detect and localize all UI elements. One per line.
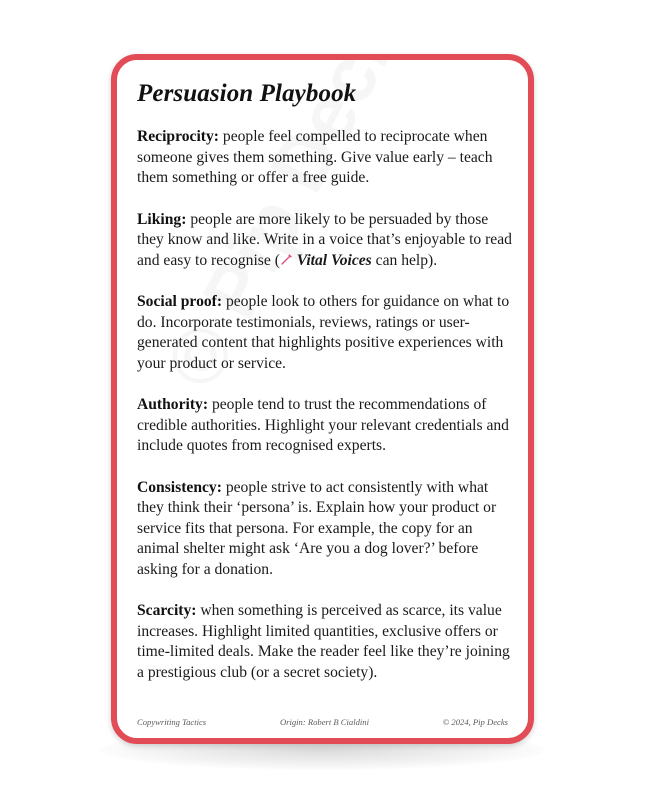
section-body-end: can help). [375, 251, 438, 269]
section-body: people are more likely to be persuaded by those they know and like. Write in a voice that’s enjoyable to read and easy to recognise ( [137, 210, 512, 269]
pen-icon [280, 252, 293, 265]
section-body: people tend to trust the recommendations of credible authorities. Highlight your relevant credentials and include quotes from recognised experts. [137, 396, 509, 454]
section-body: when something is perceived as scarce, its value increases. Highlight limited quantities, exclusive offers or time-limited deals. Make the reader feel like they’re joining a prestigious club (or a secret society). [137, 602, 510, 681]
section-heading: Social proof: [137, 293, 223, 310]
section-heading: Reciprocity: [137, 128, 219, 145]
footer-deck-name: Copywriting Tactics [137, 717, 207, 727]
section-heading: Authority: [137, 396, 209, 413]
card-title: Persuasion Playbook [137, 80, 357, 107]
section-social-proof [137, 292, 515, 374]
section-scarcity [137, 601, 515, 683]
section-reciprocity [137, 127, 515, 189]
section-consistency [137, 478, 515, 581]
vital-voices-link[interactable]: Vital Voices [296, 251, 372, 269]
footer-copyright: © 2024, Pip Decks [442, 717, 508, 727]
section-authority [137, 395, 515, 457]
section-heading: Liking: [137, 210, 187, 228]
section-body: people feel compelled to reciprocate when someone gives them something. Give value early – teach them something or offer a free guide. [137, 128, 493, 186]
section-body: people strive to act consistently with what they think their ‘persona’ is. Explain how your product or service fits that persona. For example, the copy for an animal shelter might ask ‘Are you a dog lover?’ before asking for a donation. [137, 478, 497, 578]
footer-origin: Origin: Robert B Cialdini [279, 717, 369, 727]
section-heading: Scarcity: [137, 602, 197, 619]
section-liking [137, 210, 515, 272]
card-footer [137, 717, 508, 727]
principles-list [137, 127, 515, 704]
playbook-card [111, 54, 534, 744]
section-body: people look to others for guidance on what to do. Incorporate testimonials, reviews, ratings or user-generated content that highlights positive experiences with your product or service. [137, 293, 510, 372]
section-heading: Consistency: [137, 478, 222, 496]
